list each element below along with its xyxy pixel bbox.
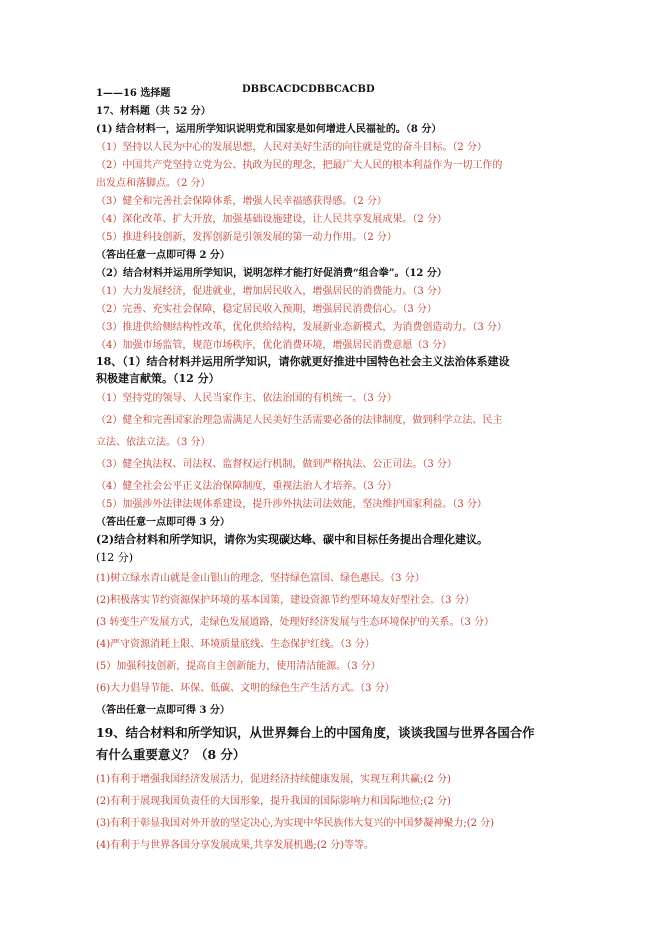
q18-2-item: (1)树立绿水青山就是金山银山的理念，坚持绿色富国、绿色惠民。（3 分） [96, 573, 425, 584]
q18-2-item: (4)严守资源消耗上限、环境质量底线、生态保护红线。（3 分） [96, 639, 375, 650]
q19-prompt-line2: 有什么重要意义？（8 分） [96, 747, 246, 762]
mc-header [96, 84, 375, 99]
q17-1-item: （5）推进科技创新，发挥创新是引领发展的第一动力作用。（2 分） [96, 232, 397, 243]
q17-2-item: （3）推进供给侧结构性改革，优化供给结构，发展新业态新模式，为消费创造动力。（3 分） [96, 322, 507, 333]
q18-1-item: （4）健全社会公平正义法治保障制度，重视法治人才培养。（3 分） [96, 481, 397, 492]
q17-1-item: （1）坚持以人民为中心的发展思想，人民对美好生活的向往就是党的奋斗目标。（2 分） [96, 142, 487, 153]
q18-2-score: (12 分) [96, 551, 134, 564]
q17-title: 17、材料题（共 52 分） [96, 106, 211, 117]
q17-2-item: （4）加强市场监管，规范市场秩序，优化消费环境，增强居民消费意愿（3 分） [96, 340, 452, 351]
q18-2-note: （答出任意一点即可得 3 分） [96, 705, 230, 716]
q17-2-item: （2）完善、充实社会保障，稳定居民收入预期，增强居民消费信心。（3 分） [96, 304, 437, 315]
q17-1-prompt: (1) 结合材料一，运用所学知识说明党和国家是如何增进人民福祉的。（8 分） [96, 124, 442, 135]
q18-2-item: (5）加强科技创新，提高自主创新能力，使用清洁能源。（3 分） [96, 661, 381, 672]
q17-1-note: （答出任意一点即可得 2 分） [96, 250, 230, 261]
q18-2-prompt: (2)结合材料和所学知识，请你为实现碳达峰、碳中和目标任务提出合理化建议。 [96, 533, 489, 546]
q18-1-item: （1）坚持党的领导、人民当家作主、依法治国的有机统一。（3 分） [96, 393, 397, 404]
q18-1-prompt-line2: 积极建言献策。（12 分） [96, 372, 220, 385]
q18-2-item: (6)大力倡导节能、环保、低碳、文明的绿色生产生活方式。（3 分） [96, 683, 395, 694]
q18-1-item: （3）健全执法权、司法权、监督权运行机制，做到严格执法、公正司法。（3 分） [96, 459, 457, 470]
mc-answers: DBBCACDCDBBCACBD [242, 84, 375, 95]
q18-2-item: (3 转变生产发展方式，走绿色发展道路，处理好经济发展与生态环境保护的关系。（3 分） [96, 617, 494, 628]
q19-prompt-line1: 19、结合材料和所学知识，从世界舞台上的中国角度，谈谈我国与世界各国合作 [96, 725, 535, 740]
q18-2-item: (2)积极落实节约资源保护环境的基本国策，建设资源节约型环境友好型社会。（3 分） [96, 595, 475, 606]
q18-1-item: （5）加强涉外法律法规体系建设，提升涉外执法司法效能，坚决维护国家利益。（3 分） [96, 499, 487, 510]
q17-2-prompt: （2）结合材料并运用所学知识，说明怎样才能打好促消费“组合拳”。（12 分） [96, 268, 447, 279]
q19-item: (2)有利于展现我国负责任的大国形象，提升我国的国际影响力和国际地位;(2 分) [96, 796, 451, 807]
q17-2-item: （1）大力发展经济，促进就业，增加居民收入，增强居民的消费能力。（3 分） [96, 286, 447, 297]
q19-item: (4)有利于与世界各国分享发展成果,共享发展机遇;(2 分)等等。 [96, 840, 375, 851]
q18-1-item: 立法、依法立法。（3 分） [96, 437, 211, 448]
q17-1-item: （3）健全和完善社会保障体系，增强人民幸福感获得感。（2 分） [96, 196, 387, 207]
q19-item: (1)有利于增强我国经济发展活力，促进经济持续健康发展，实现互利共赢;(2 分) [96, 774, 451, 785]
q19-item: (3)有利于彰显我国对外开放的坚定决心,为实现中华民族伟大复兴的中国梦凝神聚力;(2 分) [96, 818, 495, 829]
q17-1-item: 出发点和落脚点。（2 分） [96, 178, 211, 189]
q17-1-item: （2）中国共产党坚持立党为公、执政为民的理念，把最广大人民的根本利益作为一切工作的 [96, 160, 503, 171]
q17-1-item: （4）深化改革、扩大开放，加强基础设施建设，让人民共享发展成果。（2 分） [96, 214, 447, 225]
mc-label: 1——16 选择题 [96, 88, 171, 99]
q18-1-item: （2）健全和完善国家治理急需满足人民美好生活需要必备的法律制度，做到科学立法、民主 [96, 415, 503, 426]
q18-1-prompt-line1: 18、（1）结合材料并运用所学知识，请你就更好推进中国特色社会主义法治体系建设 [96, 355, 510, 368]
q18-1-note: （答出任意一点即可得 3 分） [96, 517, 230, 528]
